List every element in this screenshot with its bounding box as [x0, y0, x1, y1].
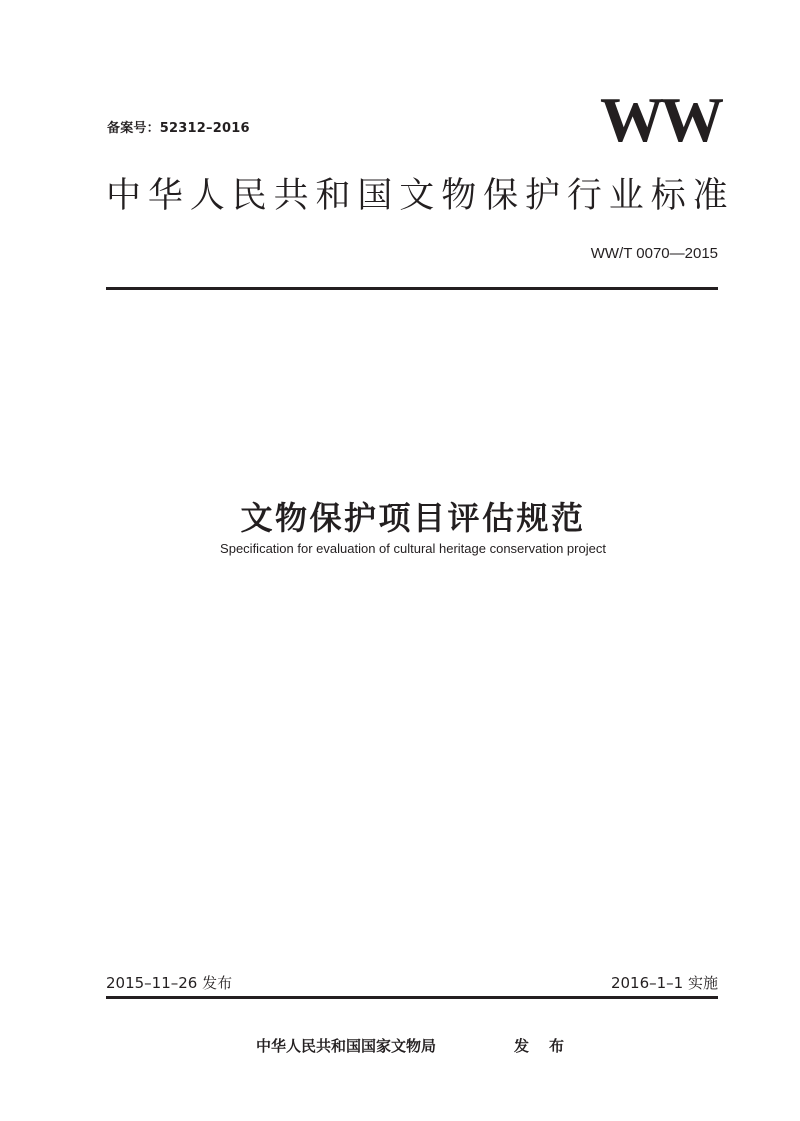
standard-code: WW/T 0070—2015: [590, 245, 718, 262]
publish-label: 发布: [514, 1037, 585, 1055]
record-number: 备案号：52312–2016: [107, 121, 250, 136]
implementation-date: 2016–1–1 实施: [610, 974, 718, 992]
top-divider: [106, 287, 718, 290]
standard-category-title: 中华人民共和国文物保护行业标准: [106, 176, 735, 216]
publisher: 中华人民共和国国家文物局: [256, 1037, 437, 1055]
ww-logo: WW: [600, 84, 720, 155]
bottom-divider: [106, 996, 718, 999]
document-title-en: Specification for evaluation of cultural heritage conservation project: [220, 541, 606, 556]
issue-date: 2015–11–26 发布: [106, 974, 233, 992]
document-title-cn: 文物保护项目评估规范: [240, 499, 586, 537]
